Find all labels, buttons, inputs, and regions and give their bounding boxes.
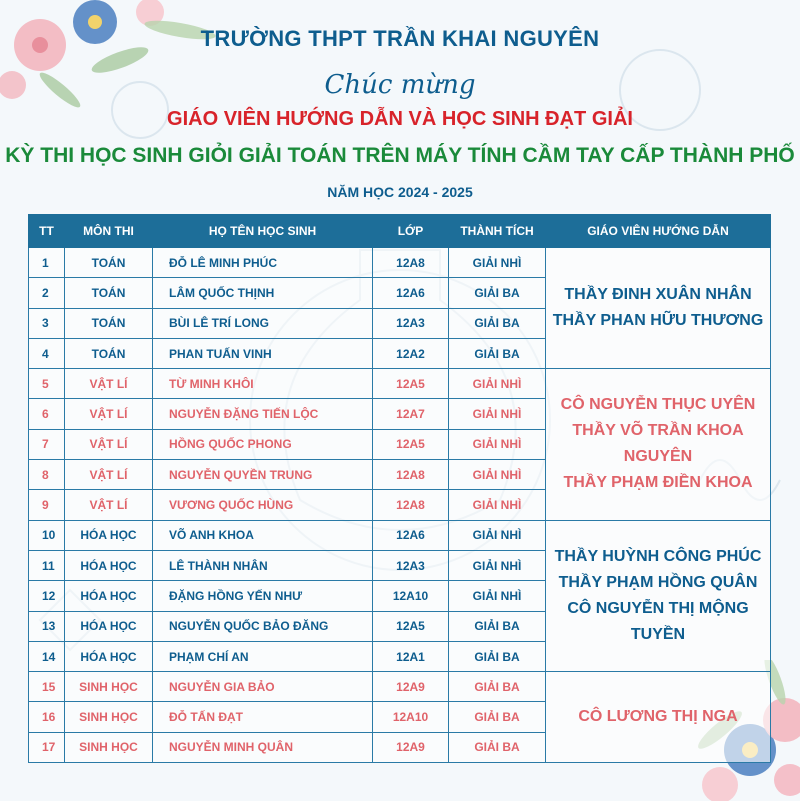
- row-subject: HÓA HỌC: [65, 581, 153, 611]
- row-subject: HÓA HỌC: [65, 550, 153, 580]
- row-class: 12A8: [373, 248, 449, 278]
- row-student-name: VÕ ANH KHOA: [153, 520, 373, 550]
- row-subject: VẬT LÍ: [65, 369, 153, 399]
- school-year: NĂM HỌC 2024 - 2025: [327, 184, 473, 200]
- row-subject: TOÁN: [65, 308, 153, 338]
- row-award: GIẢI BA: [449, 641, 546, 671]
- row-subject: TOÁN: [65, 338, 153, 368]
- row-student-name: ĐỖ LÊ MINH PHÚC: [153, 248, 373, 278]
- row-award: GIẢI NHÌ: [449, 248, 546, 278]
- row-class: 12A10: [373, 702, 449, 732]
- row-student-name: PHAN TUẤN VINH: [153, 338, 373, 368]
- row-student-name: BÙI LÊ TRÍ LONG: [153, 308, 373, 338]
- row-number: 12: [29, 581, 65, 611]
- row-class: 12A5: [373, 611, 449, 641]
- row-student-name: LÂM QUỐC THỊNH: [153, 278, 373, 308]
- row-award: GIẢI BA: [449, 611, 546, 641]
- row-subject: VẬT LÍ: [65, 460, 153, 490]
- row-number: 9: [29, 490, 65, 520]
- row-number: 14: [29, 641, 65, 671]
- row-award: GIẢI NHÌ: [449, 369, 546, 399]
- table-row: [29, 369, 771, 399]
- row-class: 12A3: [373, 308, 449, 338]
- row-student-name: LÊ THÀNH NHÂN: [153, 550, 373, 580]
- row-number: 16: [29, 702, 65, 732]
- header-class: LỚP: [373, 215, 449, 248]
- row-number: 13: [29, 611, 65, 641]
- table-row: [29, 672, 771, 702]
- row-subject: VẬT LÍ: [65, 429, 153, 459]
- teacher-cell: [546, 520, 771, 671]
- row-award: GIẢI NHÌ: [449, 399, 546, 429]
- header-award: THÀNH TÍCH: [449, 215, 546, 248]
- header-teacher: GIÁO VIÊN HƯỚNG DẪN: [546, 215, 771, 248]
- row-class: 12A7: [373, 399, 449, 429]
- row-number: 17: [29, 732, 65, 762]
- row-subject: SINH HỌC: [65, 702, 153, 732]
- school-name: TRƯỜNG THPT TRẦN KHAI NGUYÊN: [200, 26, 600, 51]
- row-student-name: NGUYỄN ĐẶNG TIẾN LỘC: [153, 399, 373, 429]
- row-student-name: NGUYỄN QUỐC BẢO ĐĂNG: [153, 611, 373, 641]
- row-award: GIẢI BA: [449, 702, 546, 732]
- teacher-name: CÔ LƯƠNG THỊ NGA: [578, 708, 738, 726]
- teacher-name: CÔ NGUYỄN THỊ MỘNG TUYỀN: [567, 599, 749, 643]
- row-subject: SINH HỌC: [65, 672, 153, 702]
- row-student-name: PHẠM CHÍ AN: [153, 641, 373, 671]
- teacher-name: THẦY PHẠM ĐIỀN KHOA: [563, 474, 753, 492]
- row-class: 12A6: [373, 520, 449, 550]
- table-header-row: [29, 215, 771, 248]
- row-number: 11: [29, 550, 65, 580]
- row-number: 7: [29, 429, 65, 459]
- row-student-name: ĐẶNG HỒNG YẾN NHƯ: [153, 581, 373, 611]
- row-subject: VẬT LÍ: [65, 490, 153, 520]
- teacher-name: THẦY PHAN HỮU THƯƠNG: [552, 312, 764, 330]
- teacher-name: THẦY ĐINH XUÂN NHÂN: [564, 286, 752, 304]
- row-student-name: ĐỖ TẤN ĐẠT: [153, 702, 373, 732]
- row-subject: TOÁN: [65, 248, 153, 278]
- row-number: 8: [29, 460, 65, 490]
- row-subject: HÓA HỌC: [65, 611, 153, 641]
- row-class: 12A5: [373, 369, 449, 399]
- row-class: 12A6: [373, 278, 449, 308]
- teacher-cell: [546, 369, 771, 520]
- row-number: 6: [29, 399, 65, 429]
- header-student-name: HỌ TÊN HỌC SINH: [153, 215, 373, 248]
- row-number: 2: [29, 278, 65, 308]
- row-class: 12A8: [373, 490, 449, 520]
- teacher-name: THẦY VÕ TRẦN KHOA NGUYÊN: [572, 422, 744, 466]
- title-line-2: KỲ THI HỌC SINH GIỎI GIẢI TOÁN TRÊN MÁY TÍNH CẦM TAY CẤP THÀNH PHỐ: [5, 144, 795, 167]
- row-class: 12A5: [373, 429, 449, 459]
- row-student-name: NGUYỄN GIA BẢO: [153, 672, 373, 702]
- row-subject: TOÁN: [65, 278, 153, 308]
- teacher-cell: [546, 248, 771, 369]
- table-row: [29, 248, 771, 278]
- row-class: 12A10: [373, 581, 449, 611]
- row-student-name: NGUYỄN MINH QUÂN: [153, 732, 373, 762]
- row-student-name: VƯƠNG QUỐC HÙNG: [153, 490, 373, 520]
- row-award: GIẢI NHÌ: [449, 460, 546, 490]
- row-award: GIẢI NHÌ: [449, 490, 546, 520]
- congrats-title: Chúc mừng: [324, 70, 476, 100]
- header-subject: MÔN THI: [65, 215, 153, 248]
- flower-decoration-top-left: [0, 0, 240, 120]
- row-number: 1: [29, 248, 65, 278]
- row-number: 15: [29, 672, 65, 702]
- row-award: GIẢI NHÌ: [449, 520, 546, 550]
- row-class: 12A9: [373, 732, 449, 762]
- row-number: 4: [29, 338, 65, 368]
- row-student-name: HỒNG QUỐC PHONG: [153, 429, 373, 459]
- row-class: 12A8: [373, 460, 449, 490]
- teacher-name: CÔ NGUYỄN THỤC UYÊN: [560, 396, 756, 414]
- row-subject: VẬT LÍ: [65, 399, 153, 429]
- row-student-name: TỪ MINH KHÔI: [153, 369, 373, 399]
- row-subject: SINH HỌC: [65, 732, 153, 762]
- row-subject: HÓA HỌC: [65, 520, 153, 550]
- row-number: 10: [29, 520, 65, 550]
- row-class: 12A1: [373, 641, 449, 671]
- row-number: 5: [29, 369, 65, 399]
- teacher-name: THẦY PHẠM HỒNG QUÂN: [558, 573, 758, 591]
- row-award: GIẢI NHÌ: [449, 429, 546, 459]
- table-row: [29, 520, 771, 550]
- teacher-name: THẦY HUỲNH CÔNG PHÚC: [554, 547, 762, 565]
- row-class: 12A3: [373, 550, 449, 580]
- results-table: [28, 214, 771, 763]
- row-award: GIẢI BA: [449, 732, 546, 762]
- row-number: 3: [29, 308, 65, 338]
- row-student-name: NGUYỄN QUYỀN TRUNG: [153, 460, 373, 490]
- row-award: GIẢI BA: [449, 338, 546, 368]
- header-tt: TT: [29, 215, 65, 248]
- row-award: GIẢI NHÌ: [449, 581, 546, 611]
- row-award: GIẢI NHÌ: [449, 550, 546, 580]
- row-class: 12A2: [373, 338, 449, 368]
- row-award: GIẢI BA: [449, 278, 546, 308]
- title-line-1: GIÁO VIÊN HƯỚNG DẪN VÀ HỌC SINH ĐẠT GIẢI: [167, 108, 633, 130]
- row-class: 12A9: [373, 672, 449, 702]
- row-award: GIẢI BA: [449, 672, 546, 702]
- teacher-cell: [546, 672, 771, 763]
- row-award: GIẢI BA: [449, 308, 546, 338]
- row-subject: HÓA HỌC: [65, 641, 153, 671]
